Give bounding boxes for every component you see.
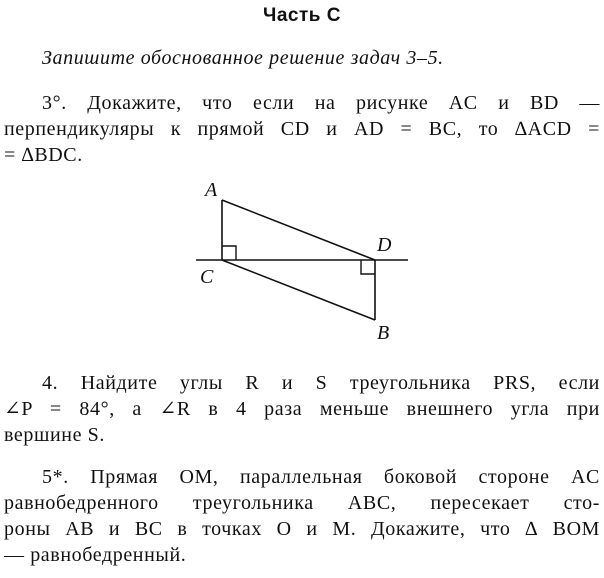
point-label-d: D xyxy=(377,234,392,256)
problem-5-line-3: роны AB и BC в точках O и M. Докажите, что ∆ BOM xyxy=(4,518,600,540)
point-label-a: A xyxy=(205,179,218,201)
problem-4-line-1: 4. Найдите углы R и S треугольника PRS, если xyxy=(42,372,600,394)
problem-5-line-2: равнобедренного треугольника ABC, пересекает сто- xyxy=(4,492,600,514)
right-angle-mark-d xyxy=(361,260,375,274)
section-heading: Часть С xyxy=(263,5,341,26)
problem-3-line-1: 3°. Докажите, что если на рисунке AC и BD — xyxy=(42,92,600,114)
point-label-c: C xyxy=(200,266,214,288)
problem-3 xyxy=(4,90,600,168)
problem-3-line-2: перпендикуляры к прямой CD и AD = BC, то ∆ACD = xyxy=(4,118,600,140)
point-label-b: B xyxy=(377,322,390,344)
problem-4-line-3: вершине S. xyxy=(4,424,106,446)
segment-ad xyxy=(222,200,375,260)
problem-5-line-4: — равнобедренный. xyxy=(4,544,187,566)
right-angle-mark-c xyxy=(222,246,236,260)
problem-5 xyxy=(4,464,600,568)
section-instruction: Запишите обоснованное решение задач 3–5. xyxy=(42,47,444,69)
segment-cb xyxy=(222,260,375,320)
problem-4 xyxy=(4,370,600,448)
problem-3-line-3: = ∆BDC. xyxy=(4,144,83,166)
problem-4-line-2: ∠P = 84°, а ∠R в 4 раза меньше внешнего угла при xyxy=(4,398,600,420)
problem-5-line-1: 5*. Прямая OM, параллельная боковой стороне AC xyxy=(42,466,600,488)
